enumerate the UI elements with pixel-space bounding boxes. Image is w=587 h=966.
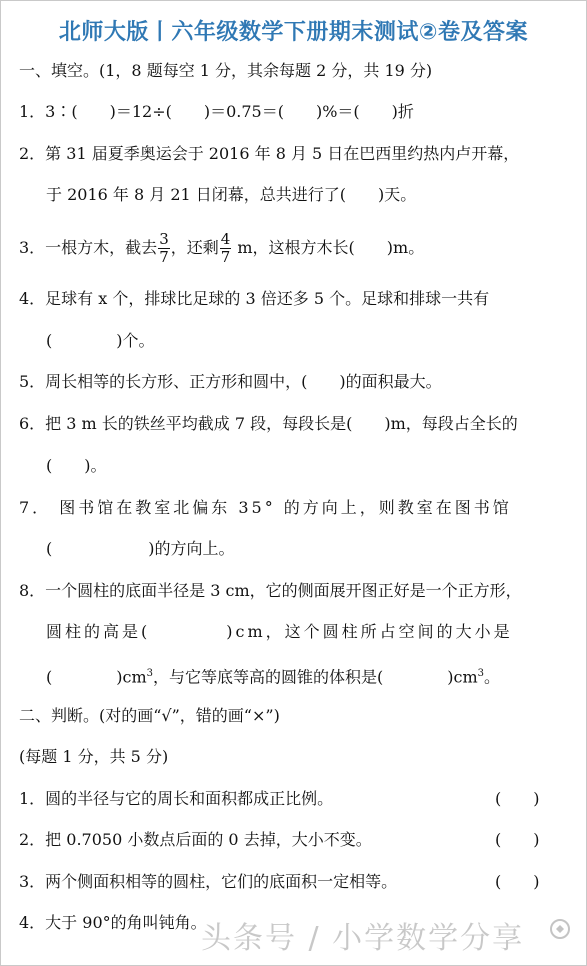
question-7-line-1: 7． 图书馆在教室北偏东 35° 的方向上，则教室在图书馆 (19, 498, 512, 517)
question-3 (19, 231, 424, 266)
question-6-line-1: 6．把 3 m 长的铁丝平均截成 7 段，每段长是( )m，每段占全长的 (19, 414, 518, 433)
fraction-three-sevenths: $\frac{3}{7}$ (159, 230, 169, 266)
question-3-suffix: m，这根方木长( )m。 (232, 238, 425, 257)
question-8-line-2: 圆柱的高是( )cm，这个圆柱所占空间的大小是 (46, 622, 513, 641)
question-4-line-2: ( )个。 (46, 331, 155, 350)
section2-heading: 二、判断。(对的画“√”，错的画“×”) (19, 706, 280, 725)
judge-item-4: 4．大于 90°的角叫钝角。 (19, 913, 207, 932)
judge-item-2: 2．把 0.7050 小数点后面的 0 去掉，大小不变。 (19, 830, 372, 849)
page-title: 北师大版丨六年级数学下册期末测试②卷及答案 (58, 20, 529, 45)
section2-subheading: (每题 1 分，共 5 分) (19, 747, 169, 766)
judge-answer-2: ( ) (495, 830, 540, 849)
question-6-line-2: ( )。 (46, 456, 107, 475)
question-7-line-2: ( )的方向上。 (46, 539, 235, 558)
judge-answer-3: ( ) (495, 872, 540, 891)
judge-item-3: 3．两个侧面积相等的圆柱，它们的底面积一定相等。 (19, 872, 398, 891)
judge-item-1: 1．圆的半径与它的周长和面积都成正比例。 (19, 789, 334, 808)
question-8-line-1: 8．一个圆柱的底面半径是 3 cm，它的侧面展开图正好是一个正方形， (19, 581, 522, 600)
watermark-logo-icon (549, 918, 571, 940)
question-5: 5．周长相等的长方形、正方形和圆中，( )的面积最大。 (19, 372, 442, 391)
watermark: 头条号 / 小学数学分享 (201, 921, 525, 956)
question-3-prefix: 3．一根方木，截去 (19, 238, 158, 257)
fraction-four-sevenths: $\frac{4}{7}$ (220, 230, 231, 266)
question-4-line-1: 4．足球有 x 个，排球比足球的 3 倍还多 5 个。足球和排球一共有 (19, 289, 490, 308)
question-1: 1．3∶( )＝12÷( )＝0.75＝( )%＝( )折 (19, 102, 414, 121)
question-3-middle: ，还剩 (170, 238, 219, 257)
question-2-line-2: 于 2016 年 8 月 21 日闭幕，总共进行了( )天。 (46, 185, 417, 204)
question-8-line-3: ( )$cm^3$，与它等底等高的圆锥的体积是( )$cm^3$。 (46, 667, 501, 687)
section1-heading: 一、填空。(1，8 题每空 1 分，其余每题 2 分，共 19 分) (19, 61, 433, 80)
judge-answer-1: ( ) (495, 789, 540, 808)
question-2-line-1: 2．第 31 届夏季奥运会于 2016 年 8 月 5 日在巴西里约热内卢开幕， (19, 144, 520, 163)
